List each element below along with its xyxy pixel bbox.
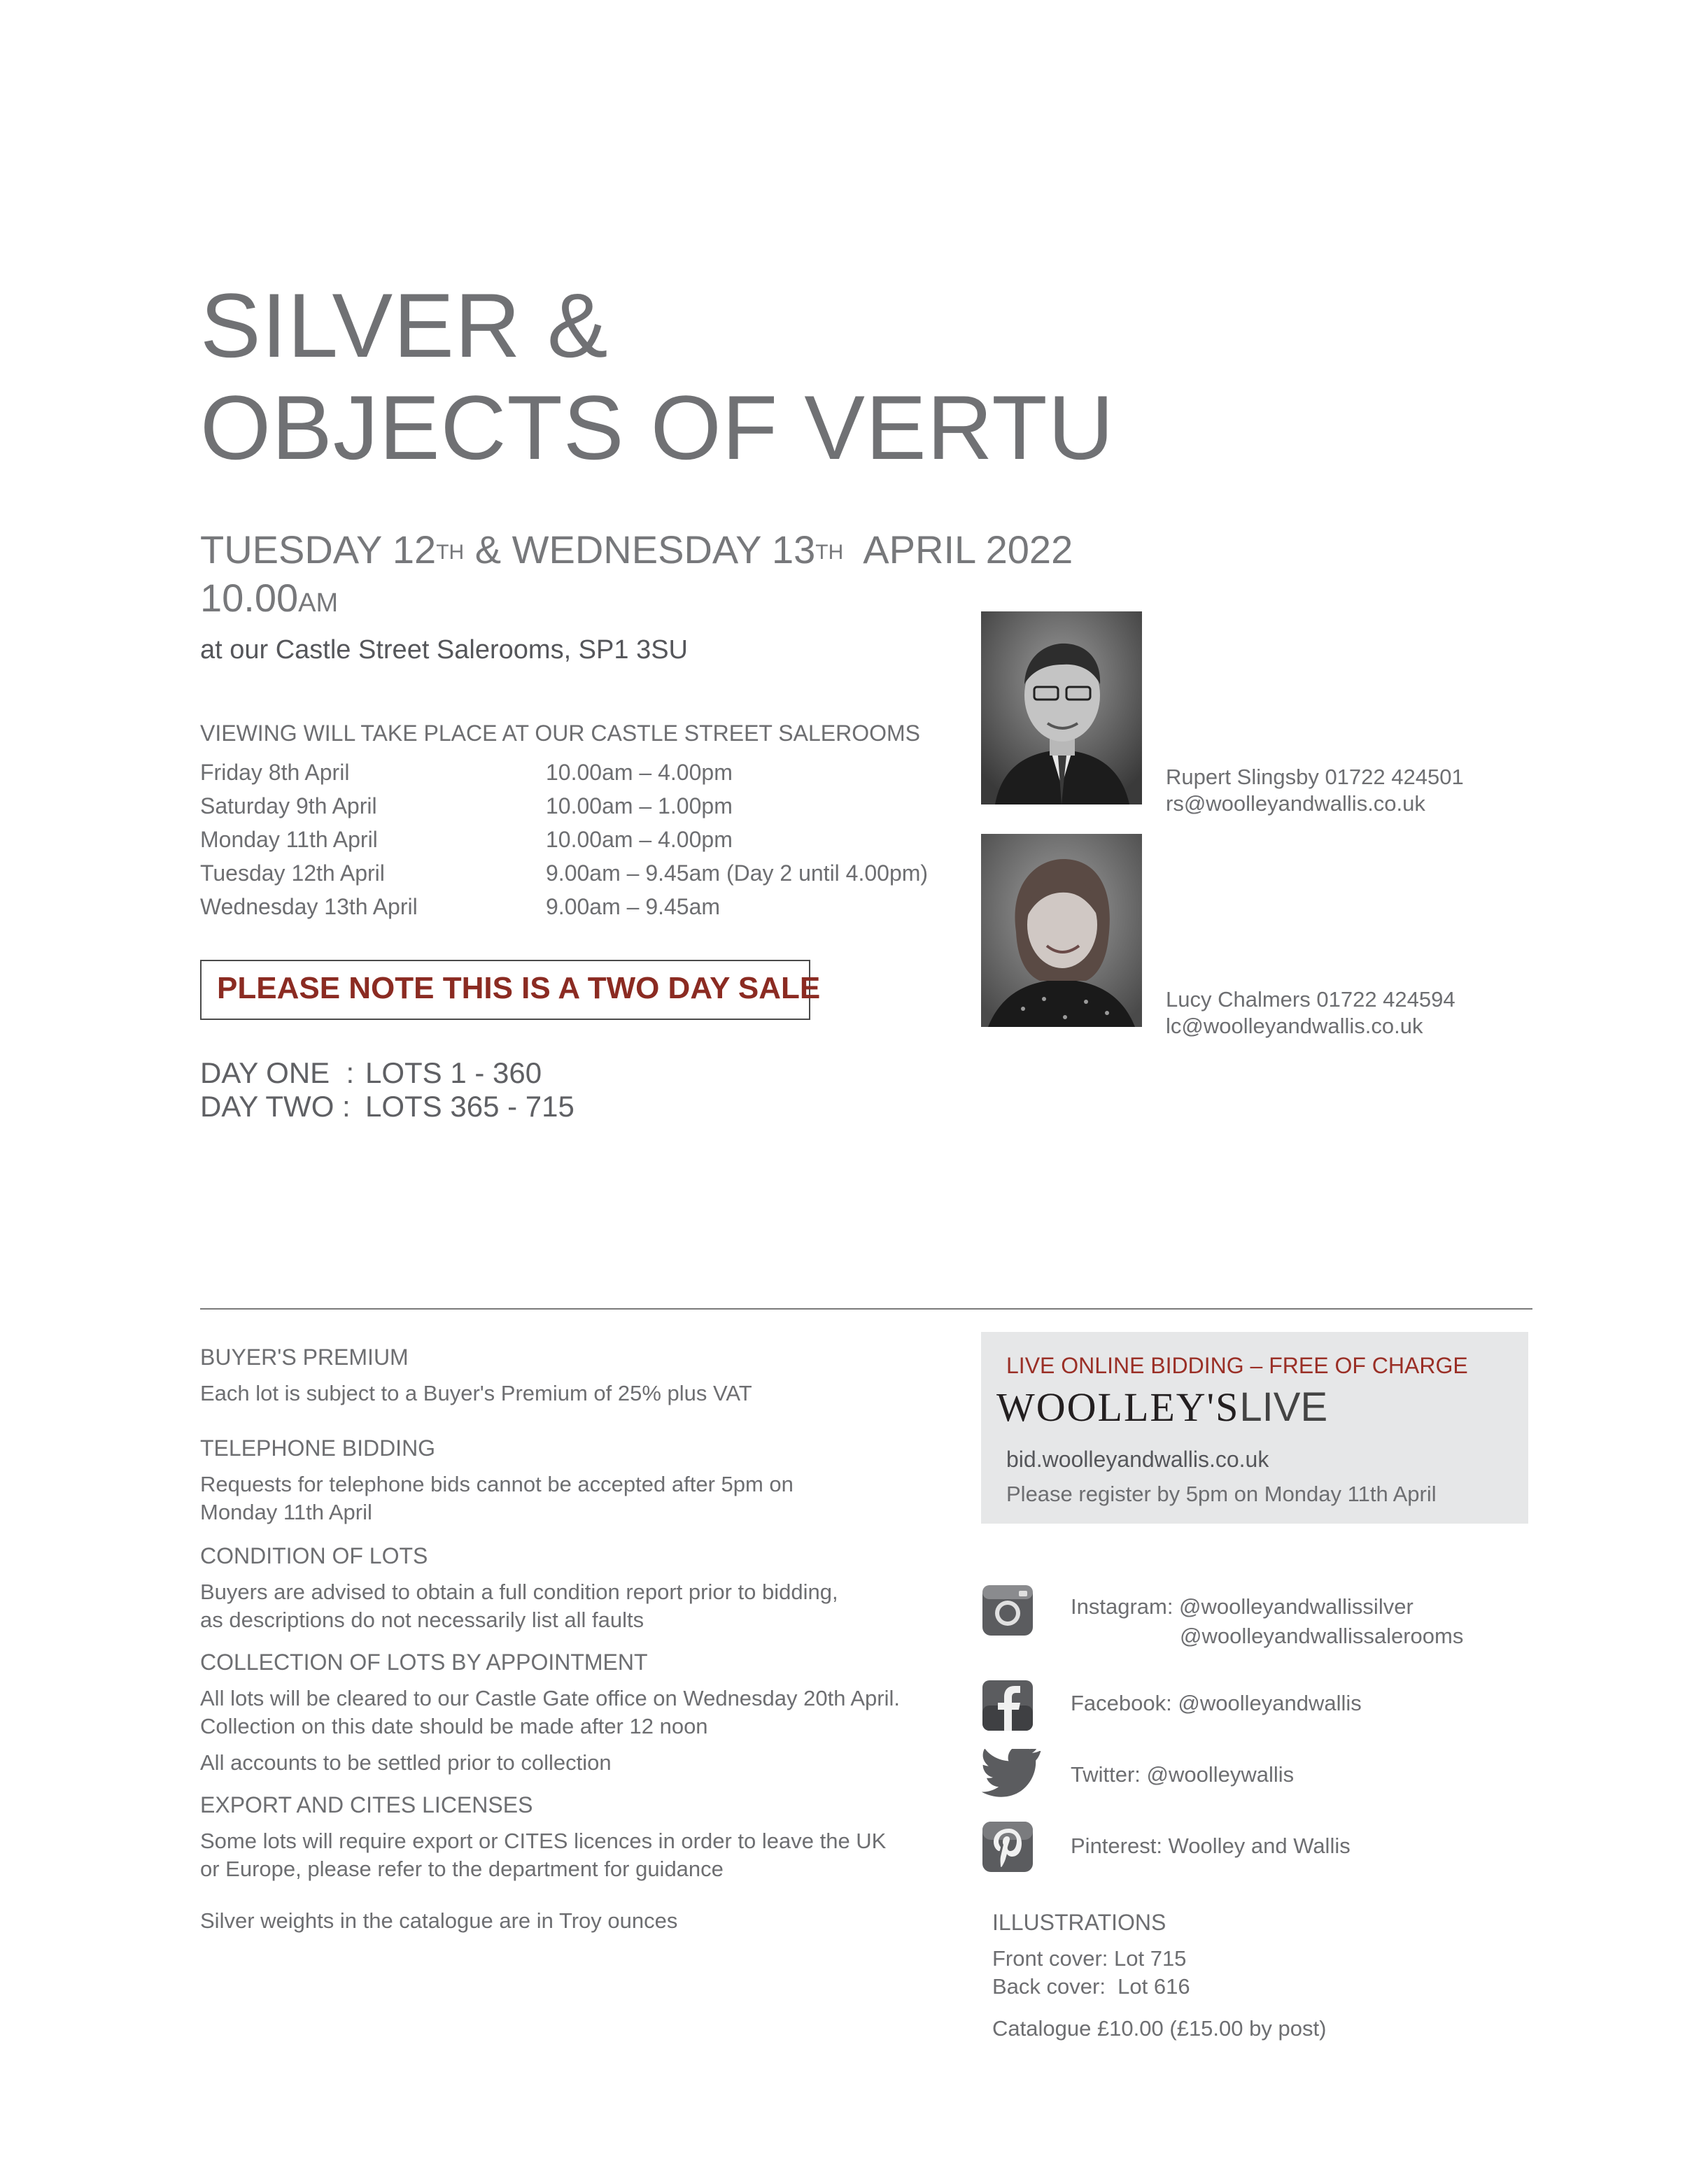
illustrations-list: [992, 1945, 1190, 2001]
illustrations-heading: ILLUSTRATIONS: [992, 1910, 1166, 1935]
title-line-2: OBJECTS OF VERTU: [200, 376, 1115, 478]
front-cover-lot: Front cover: Lot 715: [992, 1946, 1187, 1971]
title-line-1: SILVER &: [200, 274, 609, 376]
contact-name-phone: Lucy Chalmers 01722 424594: [1166, 987, 1455, 1012]
contact-name-phone: Rupert Slingsby 01722 424501: [1166, 765, 1464, 789]
facebook-icon[interactable]: [981, 1679, 1034, 1736]
instagram-icon[interactable]: [981, 1584, 1034, 1640]
contact-email[interactable]: rs@woolleyandwallis.co.uk: [1166, 791, 1425, 816]
telephone-bidding-heading: TELEPHONE BIDDING: [200, 1435, 436, 1461]
register-note: Please register by 5pm on Monday 11th April: [1006, 1482, 1437, 1506]
condition-text: Buyers are advised to obtain a full condition report prior to bidding, as descriptions do not necessarily list all faults: [200, 1580, 838, 1632]
catalogue-price: Catalogue £10.00 (£15.00 by post): [992, 2016, 1327, 2041]
buyers-premium-text: Each lot is subject to a Buyer's Premium of 25% plus VAT: [200, 1381, 752, 1405]
twitter-icon[interactable]: [981, 1749, 1041, 1806]
buyers-premium-heading: BUYER'S PREMIUM: [200, 1345, 409, 1370]
day-two-lots: DAY TWO : LOTS 365 - 715: [200, 1090, 574, 1123]
specialist-photo-rupert: [981, 611, 1142, 804]
contact-email[interactable]: lc@woolleyandwallis.co.uk: [1166, 1014, 1423, 1038]
live-bidding-panel: [981, 1332, 1528, 1524]
viewing-heading: VIEWING WILL TAKE PLACE AT OUR CASTLE STREET SALEROOMS: [200, 721, 920, 746]
specialist-photo-lucy: [981, 834, 1142, 1027]
woolleys-live-logo: WOOLLEY'SLIVE: [996, 1384, 1328, 1430]
sale-venue: at our Castle Street Salerooms, SP1 3SU: [200, 635, 688, 665]
notice-text: PLEASE NOTE THIS IS A TWO DAY SALE: [217, 971, 821, 1005]
collection-heading: COLLECTION OF LOTS BY APPOINTMENT: [200, 1650, 648, 1675]
section-divider: [200, 1308, 1532, 1310]
instagram-handle[interactable]: Instagram: @woolleyandwallissilver @woolleyandwallissalerooms: [1071, 1594, 1464, 1648]
pinterest-icon[interactable]: [981, 1820, 1034, 1877]
contact-rupert: [1166, 764, 1464, 817]
facebook-handle[interactable]: Facebook: @woolleyandwallis: [1071, 1691, 1362, 1715]
two-day-sale-notice: [200, 960, 821, 1020]
sale-time: 10.00AM: [200, 576, 339, 620]
live-bidding-heading: LIVE ONLINE BIDDING – FREE OF CHARGE: [1006, 1353, 1468, 1378]
collection-note: All accounts to be settled prior to collection: [200, 1750, 612, 1775]
twitter-handle[interactable]: Twitter: @woolleywallis: [1071, 1762, 1295, 1787]
sale-date: TUESDAY 12TH & WEDNESDAY 13TH APRIL 2022: [200, 527, 1073, 572]
export-heading: EXPORT AND CITES LICENSES: [200, 1792, 533, 1817]
contact-lucy: [1166, 986, 1455, 1040]
pinterest-handle[interactable]: Pinterest: Woolley and Wallis: [1071, 1834, 1351, 1858]
catalogue-title: [200, 274, 1115, 478]
collection-text: All lots will be cleared to our Castle Gate office on Wednesday 20th April. Collection on this date should be made after 12 noon: [200, 1686, 901, 1738]
day-one-lots: DAY ONE : LOTS 1 - 360: [200, 1056, 542, 1089]
back-cover-lot: Back cover: Lot 616: [992, 1974, 1190, 1999]
bidding-url-link[interactable]: bid.woolleyandwallis.co.uk: [1006, 1447, 1269, 1472]
export-text: Some lots will require export or CITES licences in order to leave the UK or Europe, please refer to the department for guidance: [200, 1829, 887, 1881]
condition-heading: CONDITION OF LOTS: [200, 1543, 428, 1568]
silver-weights-note: Silver weights in the catalogue are in Troy ounces: [200, 1908, 678, 1933]
telephone-bidding-text: Requests for telephone bids cannot be accepted after 5pm on Monday 11th April: [200, 1472, 794, 1524]
